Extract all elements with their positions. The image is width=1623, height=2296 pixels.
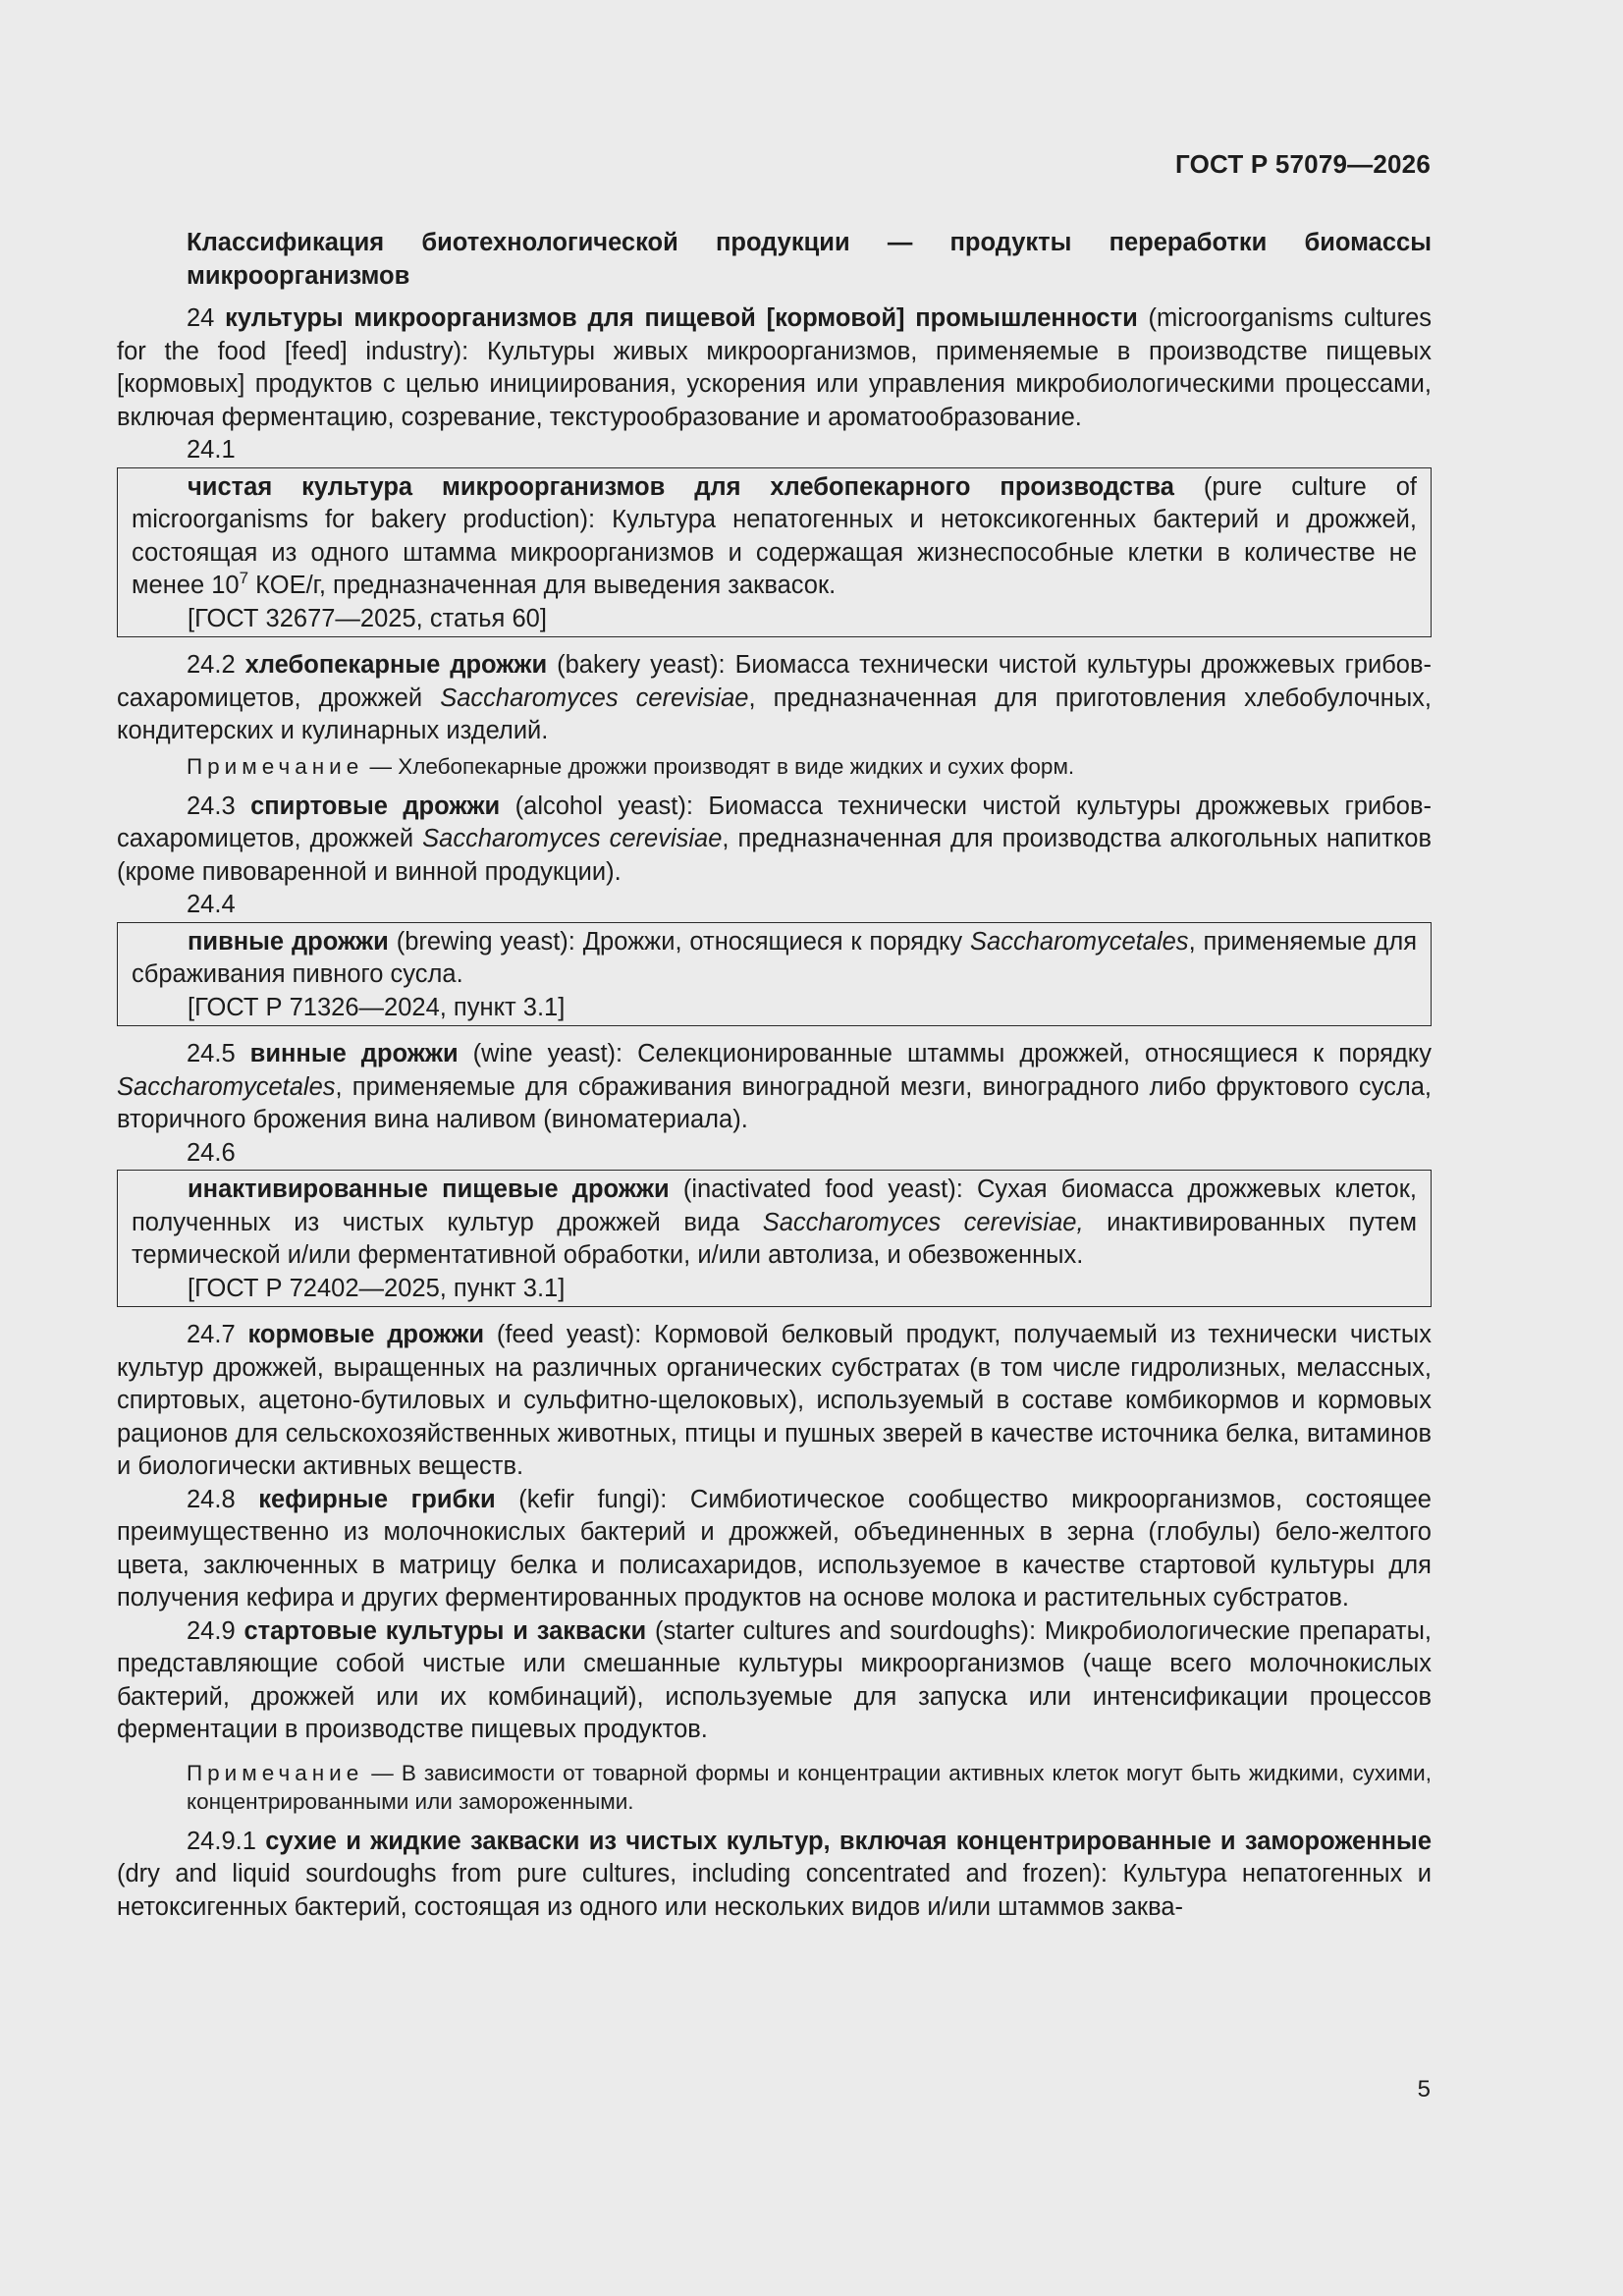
term-definition: Сухая биомасса дрожжевых клеток, полученных из чистых культур дрожжей вида xyxy=(132,1175,1417,1236)
term-number: 24.9 xyxy=(187,1616,236,1645)
term-definition: Кормовой белковый продукт, получаемый из технически чистых культур дрожжей, выращенных на различных органических субстратах (в том числе гидролизных, мелассных, спиртовых, ацетоно-бутиловых и сульфитно-щелоковых), используемый в составе комбикормов и кормовых рационов для сельскохозяйственных животных, птицы и пушных зверей в качестве источника белка, витаминов и биологически активных веществ. xyxy=(117,1321,1432,1480)
section-title: Классификация биотехнологической продукции — продукты переработки биомассы микроорганизмов xyxy=(187,229,1432,290)
term-name: хлебопекарные дрожжи xyxy=(244,651,548,679)
term-entry-24-1 xyxy=(132,471,1417,603)
page-content xyxy=(117,226,1432,1924)
term-entry-24-3 xyxy=(117,791,1432,890)
term-number: 24.7 xyxy=(187,1321,236,1348)
term-name: инактивированные пищевые дрожжи xyxy=(188,1175,670,1203)
note-1 xyxy=(117,752,1432,781)
document-code: ГОСТ Р 57079—2026 xyxy=(1175,149,1431,179)
species-name: Saccharomyces cerevisiae xyxy=(422,825,723,852)
term-definition-end: инактивированных путем термической и/или ферментативной обработки, и/или автолиза, и обезвоженных. xyxy=(132,1208,1418,1269)
term-definition: Дрожжи, относящиеся к порядку xyxy=(582,927,963,956)
term-number: 24.3 xyxy=(187,792,236,820)
species-name: Saccharomyces cerevisiae xyxy=(440,683,749,712)
note-label: Примечание xyxy=(187,753,364,779)
term-number: 24.8 xyxy=(187,1485,236,1513)
term-entry-24-6 xyxy=(132,1174,1417,1273)
term-entry-24-4 xyxy=(132,926,1417,992)
term-definition: Микробиологические препараты, представляющие собой чистые или смешанные культуры микроорганизмов (чаще всего молочнокислых бактерий, дрожжей или их комбинаций), используемые для запуска или интенсификации процессов ферментации в производстве пищевых продуктов. xyxy=(117,1616,1432,1743)
term-english: (dry and liquid sourdoughs from pure cultures, including concentrated and frozen): xyxy=(117,1860,1109,1887)
term-entry-24-7 xyxy=(117,1319,1432,1484)
term-definition: Биомасса технически чистой культуры дрожжевых грибов-сахаромицетов, дрожжей xyxy=(117,792,1433,852)
term-definition: Селекционированные штаммы дрожжей, относящиеся к порядку xyxy=(637,1040,1433,1067)
term-entry-24-8 xyxy=(117,1484,1432,1615)
source-reference: [ГОСТ Р 72402—2025, пункт 3.1] xyxy=(188,1274,566,1302)
note-label: Примечание xyxy=(187,1760,364,1785)
term-name: спиртовые дрожжи xyxy=(250,792,501,820)
term-box-24-1 xyxy=(117,467,1432,638)
term-definition: Биомасса технически чистой культуры дрожжевых грибов-сахаромицетов, дрожжей xyxy=(117,651,1433,712)
term-english: (microorganisms cultures for the food [feed] industry): xyxy=(117,304,1433,365)
term-name: стартовые культуры и закваски xyxy=(243,1616,647,1645)
exponent: 7 xyxy=(239,569,249,587)
term-name: кефирные грибки xyxy=(258,1485,496,1513)
note-text: — В зависимости от товарной формы и концентрации активных клеток могут быть жидкими, сухими, концентрированными или замороженными. xyxy=(187,1760,1432,1814)
term-definition: Симбиотическое сообщество микроорганизмов, состоящее преимущественно из молочнокислых бактерий и дрожжей, объединенных в зерна (глобулы) бело-желтого цвета, заключенных в матрицу белка и полисахаридов, используемое в качестве стартовой культуры для получения кефира и других ферментированных продуктов на основе молока и растительных субстратов. xyxy=(117,1485,1432,1612)
term-number-label: 24.1 xyxy=(187,436,236,464)
term-english: (pure culture of microorganisms for bakery production): xyxy=(132,472,1417,533)
species-name: Saccharomyces cerevisiae, xyxy=(762,1208,1084,1236)
term-entry-24-9-1 xyxy=(117,1826,1432,1925)
term-number: 24.2 xyxy=(187,651,236,679)
term-english: (starter cultures and sourdoughs): xyxy=(655,1616,1037,1645)
term-definition-end: КОЕ/г, предназначенная для выведения заквасок. xyxy=(255,572,837,599)
term-english: (kefir fungi): xyxy=(518,1485,668,1513)
page-number: 5 xyxy=(1417,2076,1431,2103)
species-name: Saccharomycetales xyxy=(117,1072,336,1101)
species-name: Saccharomycetales xyxy=(970,927,1189,956)
note-text: — Хлебопекарные дрожжи производят в виде жидких и сухих форм. xyxy=(369,753,1075,779)
term-name: чистая культура микроорганизмов для хлебопекарного производства xyxy=(188,472,1174,501)
term-number-label: 24.4 xyxy=(187,891,236,918)
term-definition: Культура непатогенных и нетоксикогенных бактерий и дрожжей, состоящая из одного штамма микроорганизмов и содержащая жизнеспособные клетки в количестве не менее 10 xyxy=(132,506,1417,599)
source-reference: [ГОСТ 32677—2025, статья 60] xyxy=(188,604,547,632)
term-number: 24.9.1 xyxy=(187,1827,256,1855)
term-entry-24 xyxy=(117,302,1432,434)
term-definition: Культуры живых микроорганизмов, применяемые в производстве пищевых [кормовых] продуктов с целью инициирования, ускорения или управления микробиологическими процессами, включая ферментацию, созревание, текстурообразование и ароматообразование. xyxy=(117,337,1432,431)
term-english: (inactivated food yeast): xyxy=(682,1175,963,1203)
term-name: кормовые дрожжи xyxy=(247,1321,485,1348)
term-number-label: 24.6 xyxy=(187,1138,236,1167)
term-english: (bakery yeast): xyxy=(557,651,726,679)
term-number: 24 xyxy=(187,304,215,332)
term-definition-end: , предназначенная для производства алкогольных напитков (кроме пивоваренной и винной продукции). xyxy=(117,825,1433,886)
term-definition-end: , предназначенная для приготовления хлебобулочных, кондитерских и кулинарных изделий. xyxy=(117,683,1433,744)
term-definition-end: , применяемые для сбраживания виноградной мезги, виноградного либо фруктового сусла, вторичного брожения вина наливом (виноматериала). xyxy=(117,1072,1432,1133)
term-name: пивные дрожжи xyxy=(188,927,389,956)
source-reference: [ГОСТ Р 71326—2024, пункт 3.1] xyxy=(188,993,566,1021)
note-2 xyxy=(117,1759,1432,1816)
term-english: (alcohol yeast): xyxy=(514,792,693,820)
term-box-24-6 xyxy=(117,1170,1432,1307)
term-definition-end: , применяемые для сбраживания пивного сусла. xyxy=(132,927,1418,988)
term-name: винные дрожжи xyxy=(249,1040,459,1067)
term-definition: Культура непатогенных и нетоксигенных бактерий, состоящая из одного или нескольких видов и/или штаммов заква- xyxy=(117,1860,1433,1921)
term-entry-24-5 xyxy=(117,1038,1432,1137)
term-entry-24-9 xyxy=(117,1615,1432,1747)
term-english: (feed yeast): xyxy=(496,1321,642,1348)
term-box-24-4 xyxy=(117,922,1432,1027)
term-name: сухие и жидкие закваски из чистых культур, включая концентрированные и замороженные xyxy=(265,1827,1433,1855)
term-english: (brewing yeast): xyxy=(396,927,575,956)
term-entry-24-2 xyxy=(117,649,1432,748)
term-name: культуры микроорганизмов для пищевой [кормовой] промышленности xyxy=(225,304,1138,332)
term-number: 24.5 xyxy=(187,1040,236,1067)
term-english: (wine yeast): xyxy=(472,1040,623,1067)
